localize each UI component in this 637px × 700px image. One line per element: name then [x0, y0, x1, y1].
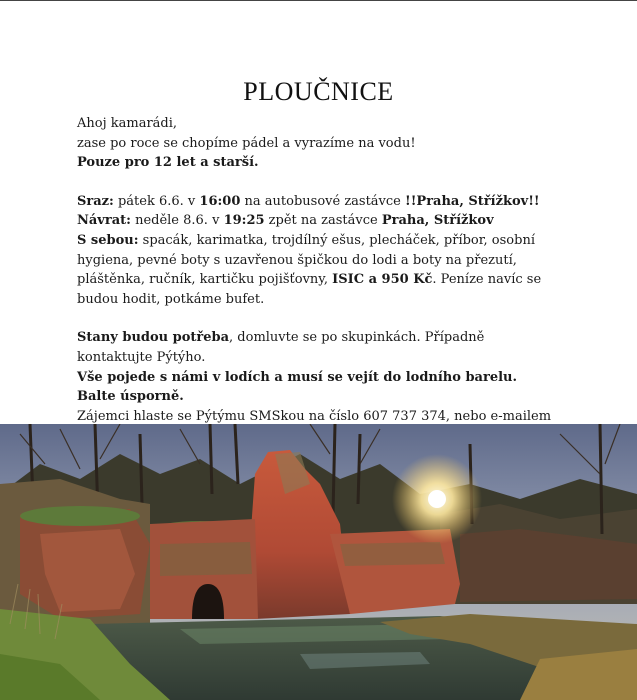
invitation-body [77, 114, 557, 446]
page-title: PLOUČNICE [243, 77, 394, 106]
greeting: Ahoj kamarádi, [77, 116, 178, 131]
luggage-note: Vše pojede s námi v lodích a musí se vejít do lodního barelu. Balte úsporně. [77, 369, 518, 405]
return-info: Návrat: neděle 8.6. v 19:25 zpět na zastávce Praha, Střížkov [77, 213, 494, 229]
tents-note: Stany budou potřeba, domluvte se po skupinkách. Případně kontaktujte Pýtýho. [77, 330, 485, 365]
meet-info: Sraz: pátek 6.6. v 16:00 na autobusové zastávce !!Praha, Střížkov!! [77, 193, 540, 209]
packing-list: S sebou: spacák, karimatka, trojdílný ešus, plecháček, příbor, osobní hygiena, pevné boty s uzavřenou špičkou do lodi a boty na přezutí, pláštěnka, ručník, kartičku pojišťovny, ISIC a 950 Kč. Peníze navíc se budou hodit, potkáme bufet. [77, 232, 542, 307]
intro-text: zase po roce se chopíme pádel a vyrazíme na vodu! [77, 135, 416, 151]
contact-info: Zájemci hlaste se Pýtýmu SMSkou na číslo 607 737 374, nebo e-mailem [77, 408, 552, 424]
river-landscape-photo [0, 424, 637, 700]
age-requirement: Pouze pro 12 let a starší. [77, 155, 259, 171]
top-border [0, 0, 637, 1]
